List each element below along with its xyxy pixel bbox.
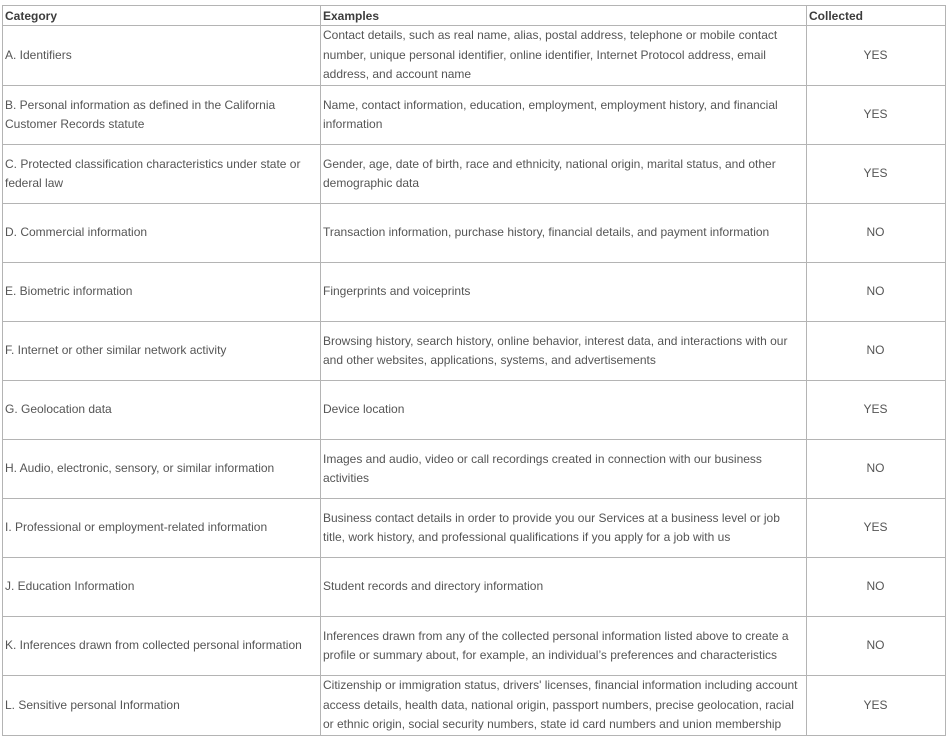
category-cell: A. Identifiers (3, 26, 321, 86)
table-row-sensitive-information (3, 676, 946, 736)
category-cell: J. Education Information (3, 558, 321, 617)
header-examples: Examples (321, 6, 807, 26)
table-row-education-information (3, 558, 946, 617)
collected-cell: YES (807, 86, 946, 145)
collected-cell: YES (807, 145, 946, 204)
category-cell: F. Internet or other similar network activity (3, 322, 321, 381)
personal-information-table (2, 5, 946, 736)
examples-cell: Contact details, such as real name, alias, postal address, telephone or mobile contact number, unique personal identifier, online identifier, Internet Protocol address, email address, and account name (321, 26, 807, 86)
examples-cell: Inferences drawn from any of the collected personal information listed above to create a profile or summary about, for example, an individual’s preferences and characteristics (321, 617, 807, 676)
examples-cell: Images and audio, video or call recordings created in connection with our business activities (321, 440, 807, 499)
collected-cell: YES (807, 26, 946, 86)
table-row-audio-electronic (3, 440, 946, 499)
table-row-identifiers (3, 26, 946, 86)
category-cell: L. Sensitive personal Information (3, 676, 321, 736)
category-cell: K. Inferences drawn from collected personal information (3, 617, 321, 676)
category-cell: B. Personal information as defined in the California Customer Records statute (3, 86, 321, 145)
collected-cell: YES (807, 676, 946, 736)
collected-cell: NO (807, 322, 946, 381)
category-cell: G. Geolocation data (3, 381, 321, 440)
collected-cell: YES (807, 499, 946, 558)
category-cell: H. Audio, electronic, sensory, or similar information (3, 440, 321, 499)
examples-cell: Gender, age, date of birth, race and ethnicity, national origin, marital status, and other demographic data (321, 145, 807, 204)
category-cell: C. Protected classification characteristics under state or federal law (3, 145, 321, 204)
table-row-professional-information (3, 499, 946, 558)
table-row-biometric-information (3, 263, 946, 322)
category-cell: I. Professional or employment-related information (3, 499, 321, 558)
table-row-personal-information (3, 86, 946, 145)
examples-cell: Fingerprints and voiceprints (321, 263, 807, 322)
header-collected: Collected (807, 6, 946, 26)
header-category: Category (3, 6, 321, 26)
collected-cell: NO (807, 204, 946, 263)
table-row-geolocation-data (3, 381, 946, 440)
collected-cell: NO (807, 440, 946, 499)
examples-cell: Name, contact information, education, employment, employment history, and financial information (321, 86, 807, 145)
examples-cell: Transaction information, purchase history, financial details, and payment information (321, 204, 807, 263)
collected-cell: YES (807, 381, 946, 440)
examples-cell: Citizenship or immigration status, drivers' licenses, financial information including account access details, health data, national origin, passport numbers, precise geolocation, racial or ethnic origin, social security numbers, state id card numbers and union membership (321, 676, 807, 736)
table-row-commercial-information (3, 204, 946, 263)
collected-cell: NO (807, 558, 946, 617)
collected-cell: NO (807, 617, 946, 676)
table-header-row (3, 6, 946, 26)
collected-cell: NO (807, 263, 946, 322)
category-cell: E. Biometric information (3, 263, 321, 322)
table-row-protected-classification (3, 145, 946, 204)
category-cell: D. Commercial information (3, 204, 321, 263)
examples-cell: Student records and directory information (321, 558, 807, 617)
examples-cell: Browsing history, search history, online behavior, interest data, and interactions with our and other websites, applications, systems, and advertisements (321, 322, 807, 381)
examples-cell: Device location (321, 381, 807, 440)
table-row-network-activity (3, 322, 946, 381)
table-row-inferences (3, 617, 946, 676)
examples-cell: Business contact details in order to provide you our Services at a business level or job title, work history, and professional qualifications if you apply for a job with us (321, 499, 807, 558)
